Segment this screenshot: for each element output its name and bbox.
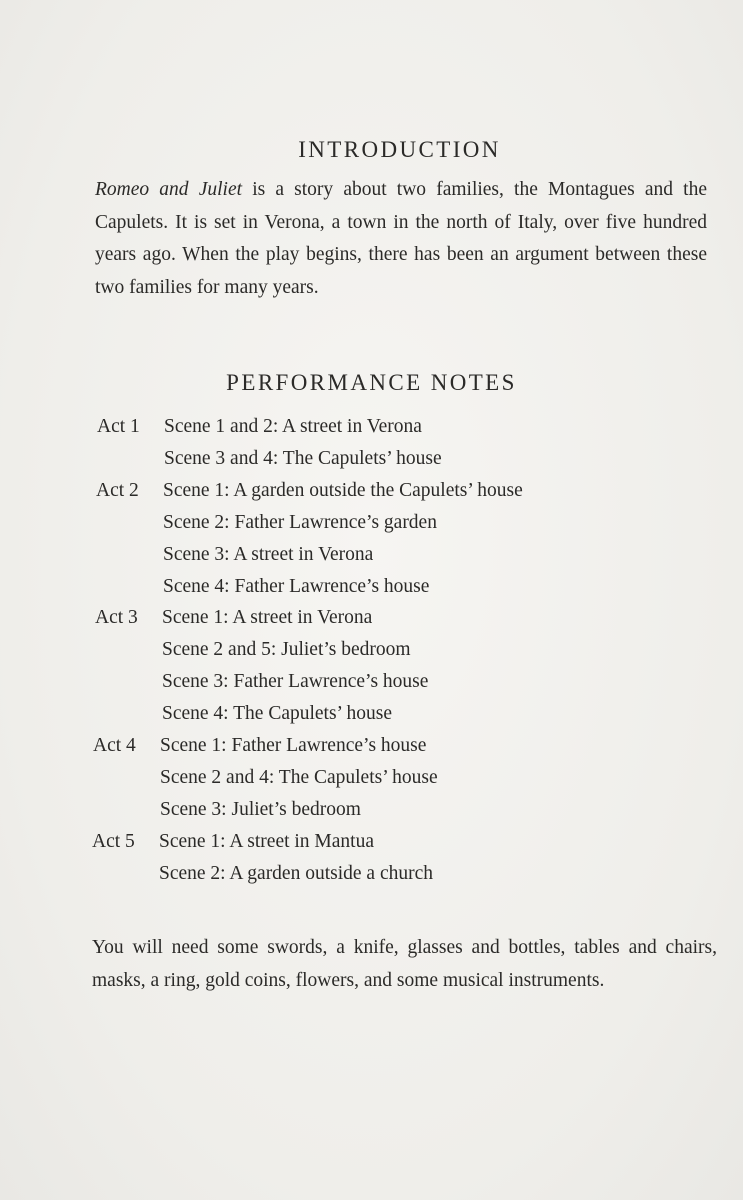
act-label: Act 1 — [97, 416, 140, 437]
scene-description: Scene 2 and 4: The Capulets’ house — [160, 766, 438, 788]
scene-description: Scene 2 and 5: Juliet’s bedroom — [162, 639, 411, 661]
scene-description: Scene 1 and 2: A street in Verona — [164, 416, 422, 437]
scene-description: Scene 4: The Capulets’ house — [162, 703, 392, 725]
scene-description: Scene 2: Father Lawrence’s garden — [163, 511, 437, 533]
scene-description: Scene 1: Father Lawrence’s house — [160, 735, 427, 756]
introduction-paragraph — [95, 174, 707, 304]
scene-description: Scene 1: A garden outside the Capulets’ house — [163, 479, 523, 501]
scene-description: Scene 4: Father Lawrence’s house — [163, 575, 430, 597]
scene-description: Scene 3: A street in Verona — [163, 543, 374, 565]
scene-description: Scene 1: A street in Verona — [162, 607, 373, 629]
scene-description: Scene 2: A garden outside a church — [159, 862, 433, 884]
act-label: Act 3 — [95, 607, 138, 629]
play-title: Romeo and Juliet — [95, 179, 243, 200]
introduction-text: is a story about two families, the Montagues and the Capulets. It is set in Verona, a town in the north of Italy, over five hundred years ago. When the play begins, there has been an argument between these two families for many years. — [95, 179, 707, 298]
scene-description: Scene 1: A street in Mantua — [159, 830, 374, 852]
scene-description: Scene 3: Juliet’s bedroom — [160, 798, 361, 820]
scene-description: Scene 3 and 4: The Capulets’ house — [164, 447, 442, 469]
act-label: Act 2 — [96, 479, 139, 501]
performance-notes-heading: PERFORMANCE NOTES — [226, 370, 517, 395]
introduction-heading: INTRODUCTION — [298, 137, 501, 162]
act-label: Act 4 — [93, 735, 136, 756]
act-label: Act 5 — [92, 830, 135, 852]
props-paragraph: You will need some swords, a knife, glasses and bottles, tables and chairs, masks, a ring, gold coins, flowers, and some musical instruments. — [92, 937, 717, 991]
scene-description: Scene 3: Father Lawrence’s house — [162, 671, 429, 693]
